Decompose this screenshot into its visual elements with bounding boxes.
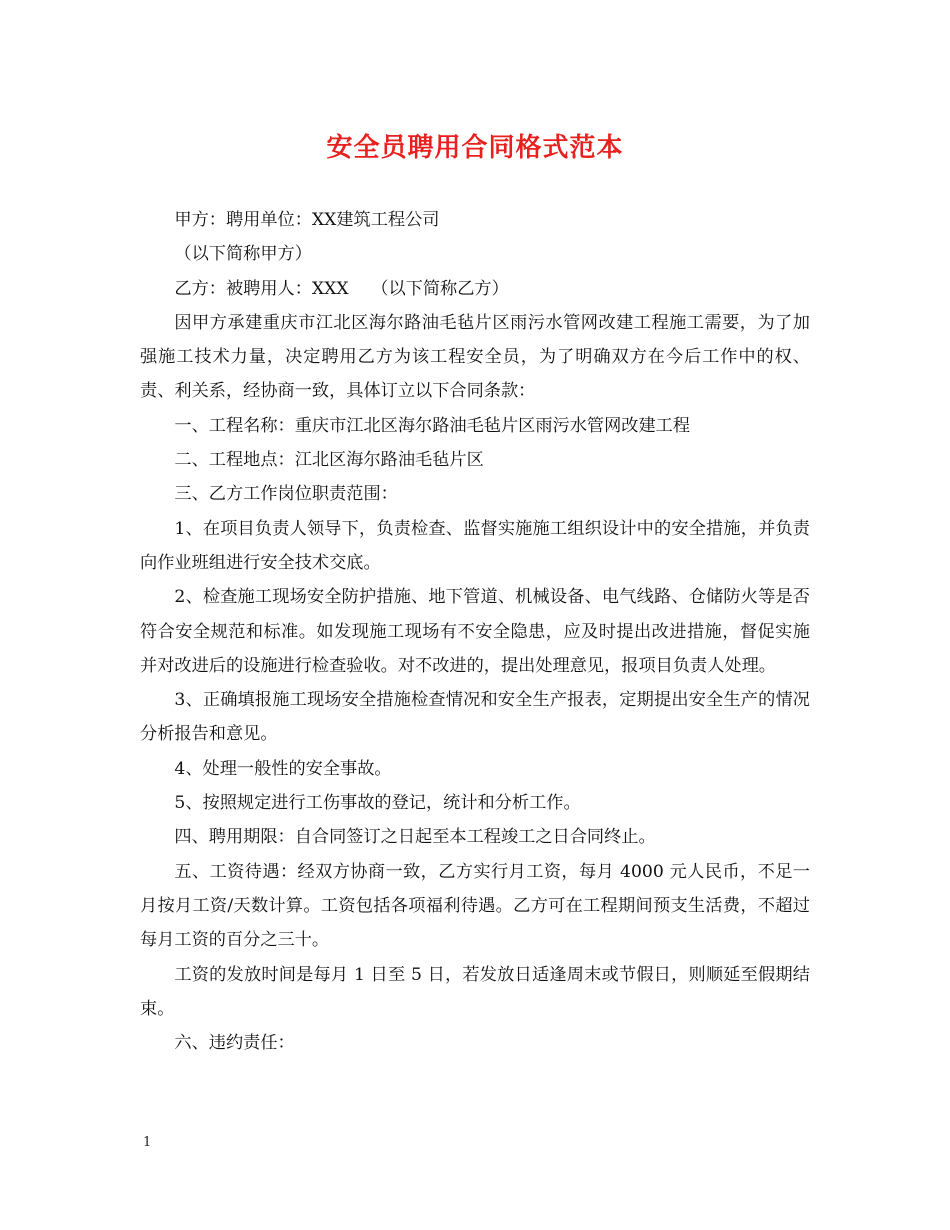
clause-salary: 五、工资待遇：经双方协商一致，乙方实行月工资，每月 4000 元人民币，不足一月按月工资/天数计算。工资包括各项福利待遇。乙方可在工程期间预支生活费，不超过每月工资的百分之三十。 [140,861,810,951]
document-body [140,203,810,1060]
clause-project-location: 二、工程地点：江北区海尔路油毛毡片区 [174,450,484,471]
duty-item-1: 1、在项目负责人领导下，负责检查、监督实施施工组织设计中的安全措施，并负责向作业班组进行安全技术交底。 [140,518,810,573]
preamble-paragraph: 因甲方承建重庆市江北区海尔路油毛毡片区雨污水管网改建工程施工需要，为了加强施工技术力量，决定聘用乙方为该工程安全员，为了明确双方在今后工作中的权、责、利关系，经协商一致，具体订立以下合同条款： [140,312,810,402]
clause-project-name: 一、工程名称：重庆市江北区海尔路油毛毡片区雨污水管网改建工程 [174,415,691,436]
page-number: 1 [143,1135,152,1150]
clause-liability-heading: 六、违约责任： [174,1033,295,1054]
party-a-abbrev-line: （以下简称甲方） [174,244,312,265]
clause-duties-heading: 三、乙方工作岗位职责范围： [174,484,398,505]
clause-employment-term: 四、聘用期限：自合同签订之日起至本工程竣工之日合同终止。 [174,827,656,848]
party-b-line: 乙方：被聘用人：XXX （以下简称乙方） [174,278,509,299]
party-a-line: 甲方：聘用单位：XX建筑工程公司 [174,210,440,230]
duty-item-4: 4、处理一般性的安全事故。 [174,758,392,779]
duty-item-5: 5、按照规定进行工伤事故的登记，统计和分析工作。 [174,793,581,814]
duty-item-2: 2、检查施工现场安全防护措施、地下管道、机械设备、电气线路、仓储防火等是否符合安全规范和标准。如发现施工现场有不安全隐患，应及时提出改进措施，督促实施并对改进后的设施进行检查验收。对不改进的，提出处理意见，报项目负责人处理。 [140,587,810,676]
document-title: 安全员聘用合同格式范本 [326,133,624,163]
duty-item-3: 3、正确填报施工现场安全措施检查情况和安全生产报表，定期提出安全生产的情况分析报告和意见。 [140,690,810,745]
salary-payment-schedule: 工资的发放时间是每月 1 日至 5 日，若发放日适逢周末或节假日，则顺延至假期结束。 [140,964,810,1019]
